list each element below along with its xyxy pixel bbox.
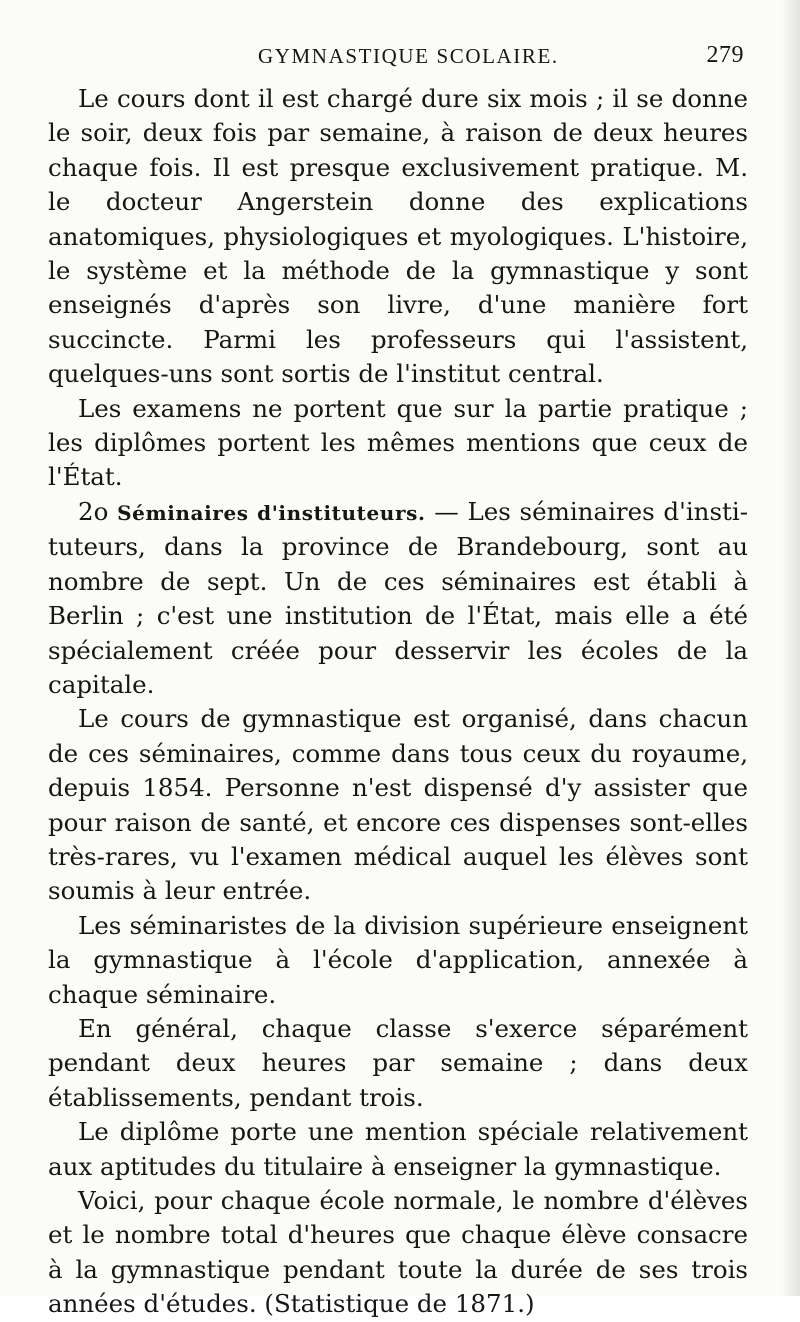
paragraph-3-text: — Les séminaires d'instituteurs, dans la province de Brandebourg, sont au nombre de sept. Un de ces séminaires est établi à Berlin ; c'est une institution de l'État, mais elle a été spécialement créée pour desservir les écoles de la capitale.	[48, 496, 748, 699]
paragraph-7: Le diplôme porte une mention spéciale relativement aux aptitudes du titulaire à enseigner la gymnastique.	[48, 1117, 748, 1181]
page-header	[258, 40, 768, 76]
section-number: 2o	[78, 496, 109, 526]
paragraph-8: Voici, pour chaque école normale, le nombre d'élèves et le nombre total d'heures que chaque élève consacre à la gymnastique pendant toute la durée de ses trois années d'études. (Statistique de 1871.)	[48, 1186, 748, 1319]
page-number: 279	[706, 42, 744, 68]
paragraph-1: Le cours dont il est chargé dure six mois ; il se donne le soir, deux fois par semaine, à raison de deux heures chaque fois. Il est presque exclusivement pratique. M. le docteur Angerstein donne des explications anatomiques, physiologiques et myologiques. L'histoire, le système et la méthode de la gymnastique y sont enseignés d'après son livre, d'une manière fort succincte. Parmi les professeurs qui l'assistent, quelques-uns sont sortis de l'institut central.	[48, 84, 748, 389]
paragraph-4: Le cours de gymnastique est organisé, dans chacun de ces séminaires, comme dans tous ceux du royaume, depuis 1854. Personne n'est dispensé d'y assister que pour raison de santé, et encore ces dispenses sont-elles très-rares, vu l'examen médical auquel les élèves sont soumis à leur entrée.	[48, 704, 748, 906]
paragraph-5: Les séminaristes de la division supérieure enseignent la gymnastique à l'école d'application, annexée à chaque séminaire.	[48, 910, 748, 1009]
paragraph-2: Les examens ne portent que sur la partie pratique ; les diplômes portent les mêmes mentions que ceux de l'État.	[48, 393, 748, 492]
page-edge-shadow	[782, 0, 800, 1296]
section-heading: Séminaires d'instituteurs.	[117, 500, 426, 525]
running-title: GYMNASTIQUE SCOLAIRE.	[258, 44, 559, 68]
body-text	[48, 82, 748, 1322]
paragraph-6: En général, chaque classe s'exerce séparément pendant deux heures par semaine ; dans deux établissements, pendant trois.	[48, 1013, 748, 1112]
paragraph-3	[48, 495, 748, 702]
